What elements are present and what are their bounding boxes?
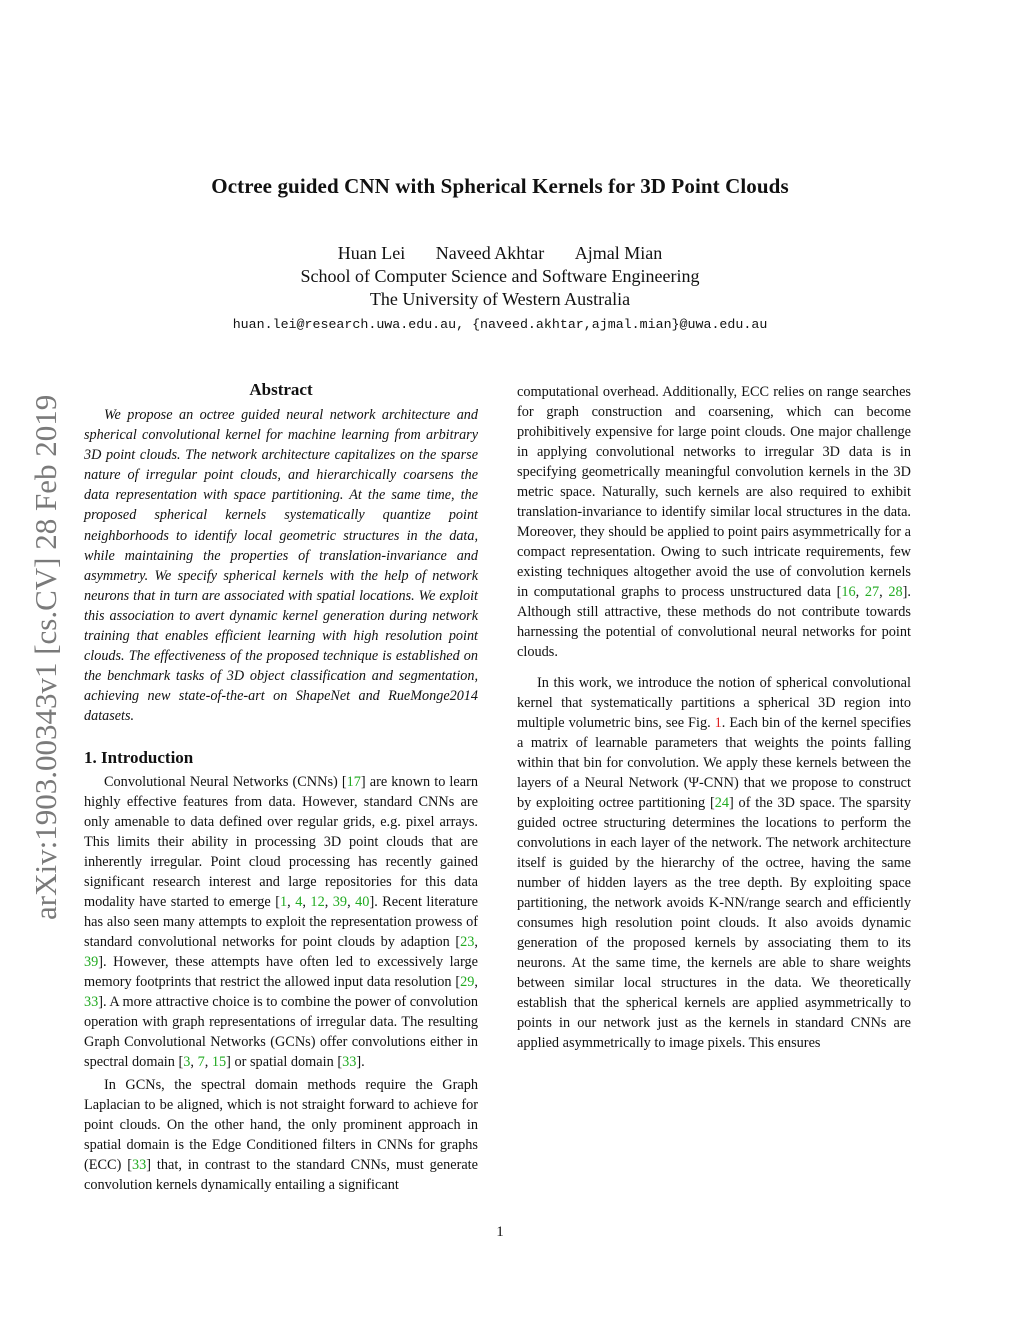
citation-link[interactable]: 3 <box>183 1053 191 1070</box>
citation-link[interactable]: 29 <box>460 973 475 990</box>
author-block <box>0 242 1000 311</box>
citation-link[interactable]: 1 <box>279 893 288 910</box>
intro-paragraph-2: In GCNs, the spectral domain methods require the Graph Laplacian to be aligned, which is not straight forward to achieve for point clouds. On the other hand, the only prominent approach in spatial domain is the Edge Conditioned filters in CNNs for graphs (ECC) [33] that, in contrast to the standard CNNs, must generate convolution kernels dynamically entailing a significant <box>84 1076 478 1193</box>
author-name: Huan Lei <box>337 243 406 263</box>
citation-link[interactable]: 17 <box>346 773 361 790</box>
author-names <box>0 242 1000 265</box>
citation-link[interactable]: 33 <box>342 1053 357 1070</box>
affiliation: School of Computer Science and Software Engineering <box>300 266 700 286</box>
author-name: Naveed Akhtar <box>435 243 545 263</box>
right-column <box>517 382 911 1053</box>
citation-link[interactable]: 12 <box>310 893 325 910</box>
arxiv-identifier: arXiv:1903.00343v1 [cs.CV] 28 Feb 2019 <box>28 394 63 920</box>
citation-link[interactable]: 28 <box>888 584 903 600</box>
institution: The University of Western Australia <box>369 289 631 309</box>
paper-title: Octree guided CNN with Spherical Kernels for 3D Point Clouds <box>211 174 789 198</box>
citation-link[interactable]: 27 <box>864 584 880 600</box>
intro-paragraph-3: In this work, we introduce the notion of spherical convolutional kernel that systematically partitions a spherical 3D region into multiple volumetric bins, see Fig. 1. Each bin of the kernel specifies a matrix of learnable parameters that weights the points falling within that bin for convolution. We apply these kernels between the layers of a Neural Network (Ψ-CNN) that we propose to construct by exploiting octree partitioning [24] of the 3D space. The sparsity guided octree structuring determines the locations to perform the convolutions in each layer of the network. The network architecture itself is guided by the hierarchy of the octree, having the same number of hidden layers as the tree depth. By exploiting space partitioning, the network avoids K-NN/range search and efficiently consumes high resolution point clouds. It also avoids dynamic generation of the proposed kernels by associating them to its neurons. At the same time, the kernels are able to share weights between similar local structures in the data. We theoretically establish that the spherical kernels are applied asymmetrically to points in our network just as the kernels in standard CNNs are applied asymmetrically to image pixels. This ensures <box>517 675 912 1051</box>
figure-link[interactable]: 1 <box>714 715 722 731</box>
abstract-text: We propose an octree guided neural network architecture and spherical convolutional kernel for machine learning from arbitrary 3D point clouds. The network architecture capitalizes on the sparse nature of irregular point clouds, and hierarchically coarsens the data representation with space partitioning. At the same time, the proposed spherical kernels systematically quantize point neighborhoods to identify local geometric structures in the data, while maintaining the properties of translation-invariance and asymmetry. We specify spherical kernels with the help of network neurons that in turn are associated with spatial locations. We exploit this association to avert dynamic kernel generation during network training that enables efficient learning with high resolution point clouds. The effectiveness of the proposed technique is established on the benchmark tasks of 3D object classification and segmentation, achieving new state-of-the-art on ShapeNet and RueMonge2014 datasets. <box>84 407 478 725</box>
section-heading-introduction: 1. Introduction <box>84 747 194 767</box>
citation-link[interactable]: 16 <box>841 584 856 600</box>
citation-link[interactable]: 4 <box>295 893 303 910</box>
citation-link[interactable]: 24 <box>714 795 730 811</box>
citation-link[interactable]: 33 <box>84 993 99 1010</box>
abstract-heading: Abstract <box>249 380 313 399</box>
citation-link[interactable]: 39 <box>84 953 99 970</box>
intro-paragraph-2-continued: computational overhead. Additionally, ECC relies on range searches for graph construction and coarsening, which can become prohibitively expensive for large point clouds. One major challenge in applying convolutional networks to irregular 3D data is in specifying geometrically meaningful convolution kernels in the 3D metric space. Naturally, such kernels are also required to exhibit translation-invariance to identify similar local structures in the data. Moreover, they should be applied to point pairs asymmetrically for a compact representation. Owing to such intricate requirements, few existing techniques altogether avoid the use of convolution kernels in computational graphs to process unstructured data [16, 27, 28]. Although still attractive, these methods do not contribute towards harnessing the potential of convolutional neural networks for point clouds. <box>517 384 912 660</box>
citation-link[interactable]: 7 <box>197 1053 205 1070</box>
author-emails: huan.lei@research.uwa.edu.au, {naveed.akhtar,ajmal.mian}@uwa.edu.au <box>232 317 768 332</box>
column-gap <box>517 662 911 673</box>
citation-link[interactable]: 40 <box>355 893 370 910</box>
citation-link[interactable]: 33 <box>131 1156 147 1173</box>
author-name: Ajmal Mian <box>574 243 663 263</box>
intro-paragraph-1: Convolutional Neural Networks (CNNs) [17] are known to learn highly effective features from data. However, standard CNNs are only amenable to data defined over regular grids, e.g. pixel arrays. This limits their ability in processing 3D point clouds that are inherently irregular. Point cloud processing has recently gained significant research interest and large repositories for this data modality have started to emerge [1, 4, 12, 39, 40]. Recent literature has also seen many attempts to exploit the representation prowess of standard convolutional networks for point clouds by adaption [23, 39]. However, these attempts have often led to excessively large memory footprints that restrict the allowed input data resolution [29, 33]. A more attractive choice is to combine the power of convolution operation with graph representations of irregular data. The resulting Graph Convolutional Networks (GCNs) offer convolutions either in spectral domain [3, 7, 15] or spatial domain [33]. <box>84 773 479 1070</box>
citation-link[interactable]: 39 <box>332 893 348 910</box>
citation-link[interactable]: 23 <box>460 933 475 950</box>
citation-link[interactable]: 15 <box>211 1053 227 1070</box>
page-number: 1 <box>496 1224 504 1240</box>
left-column <box>84 378 478 1195</box>
